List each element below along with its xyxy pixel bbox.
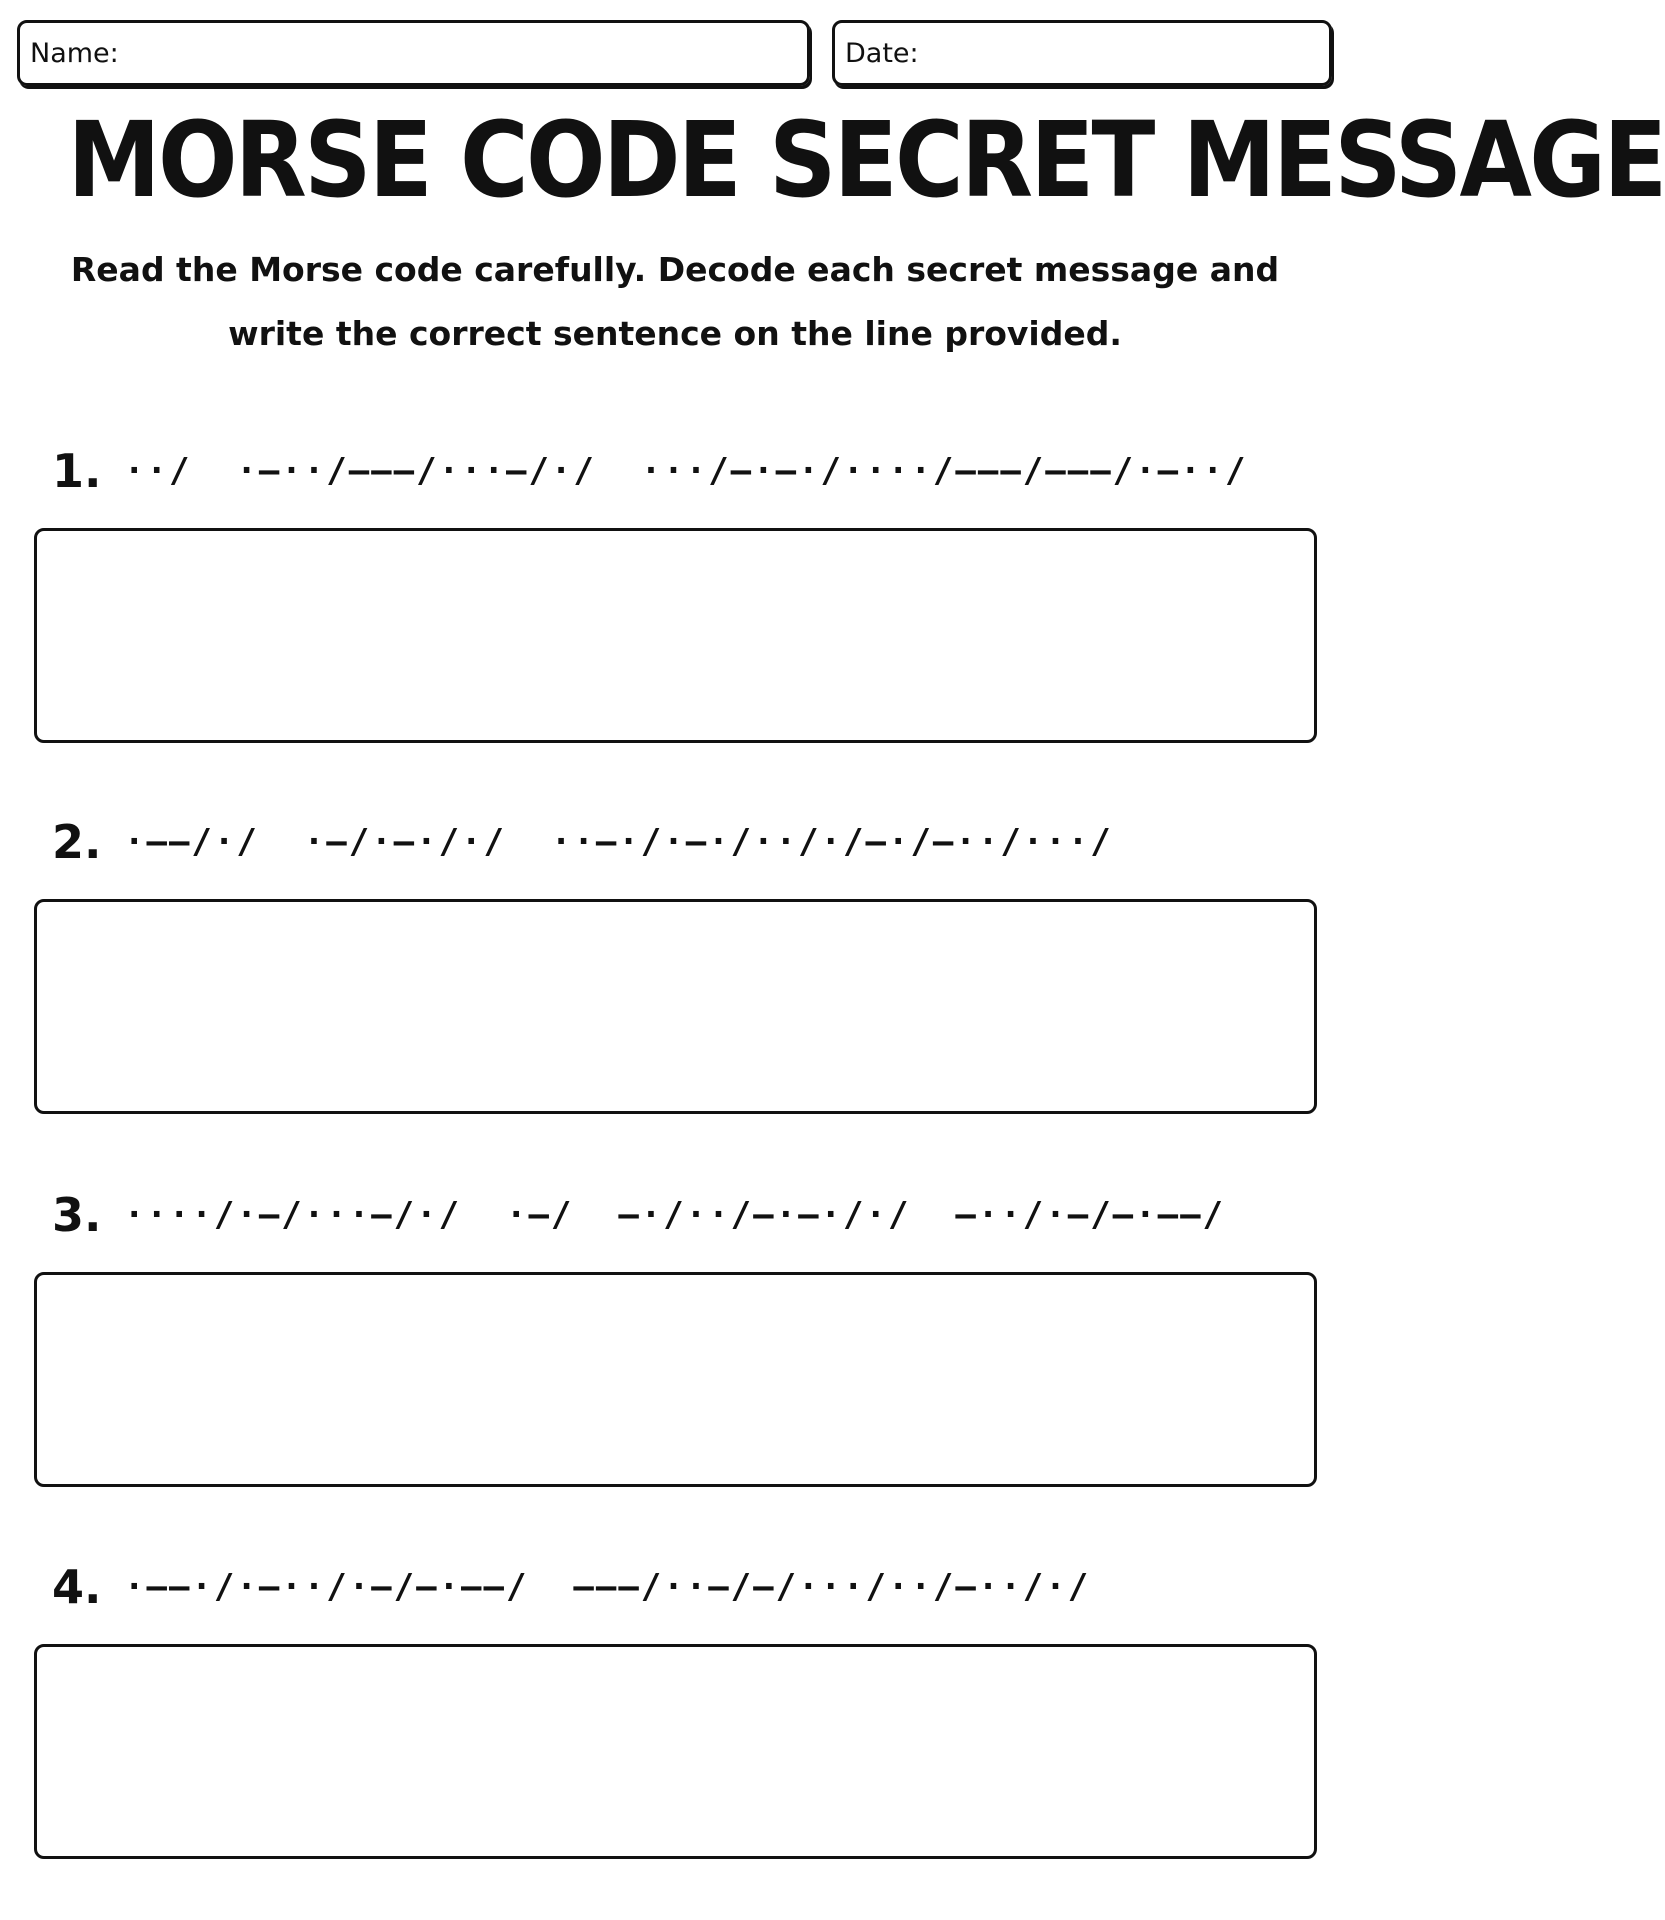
name-field[interactable] (17, 20, 810, 86)
answer-box-4[interactable] (34, 1644, 1317, 1859)
answer-box-2[interactable] (34, 899, 1317, 1114)
question-header (34, 807, 1317, 877)
question-header (34, 1552, 1317, 1622)
morse-code: ·––/·/ ·–/·–·/·/ ··–·/·–·/··/·/–·/–··/···/ (124, 822, 1113, 862)
header-fields (17, 20, 1332, 86)
instructions-line-2: write the correct sentence on the line provided. (228, 314, 1122, 353)
question-3 (34, 1180, 1317, 1487)
answer-box-3[interactable] (34, 1272, 1317, 1487)
question-header (34, 436, 1317, 506)
question-number: 1. (52, 444, 102, 498)
page-title: MORSE CODE SECRET MESSAGE (67, 99, 1665, 221)
question-number: 3. (52, 1188, 102, 1242)
question-number: 4. (52, 1560, 102, 1614)
name-label: Name: (30, 37, 119, 69)
morse-code: ·––·/·–··/·–/–·––/ –––/··–/–/···/··/–··/·/ (124, 1567, 1091, 1607)
question-number: 2. (52, 815, 102, 869)
instructions-line-1: Read the Morse code carefully. Decode each secret message and (70, 250, 1280, 289)
question-4 (34, 1552, 1317, 1859)
answer-box-1[interactable] (34, 528, 1317, 743)
question-1 (34, 436, 1317, 743)
question-2 (34, 807, 1317, 1114)
instructions (0, 238, 1350, 366)
question-header (34, 1180, 1317, 1250)
date-field[interactable] (832, 20, 1332, 86)
morse-code: ····/·–/···–/·/ ·–/ –·/··/–·–·/·/ –··/·–/–·––/ (124, 1195, 1226, 1235)
morse-code: ··/ ·–··/–––/···–/·/ ···/–·–·/····/–––/–––/·–··/ (124, 451, 1248, 491)
date-label: Date: (845, 37, 919, 69)
